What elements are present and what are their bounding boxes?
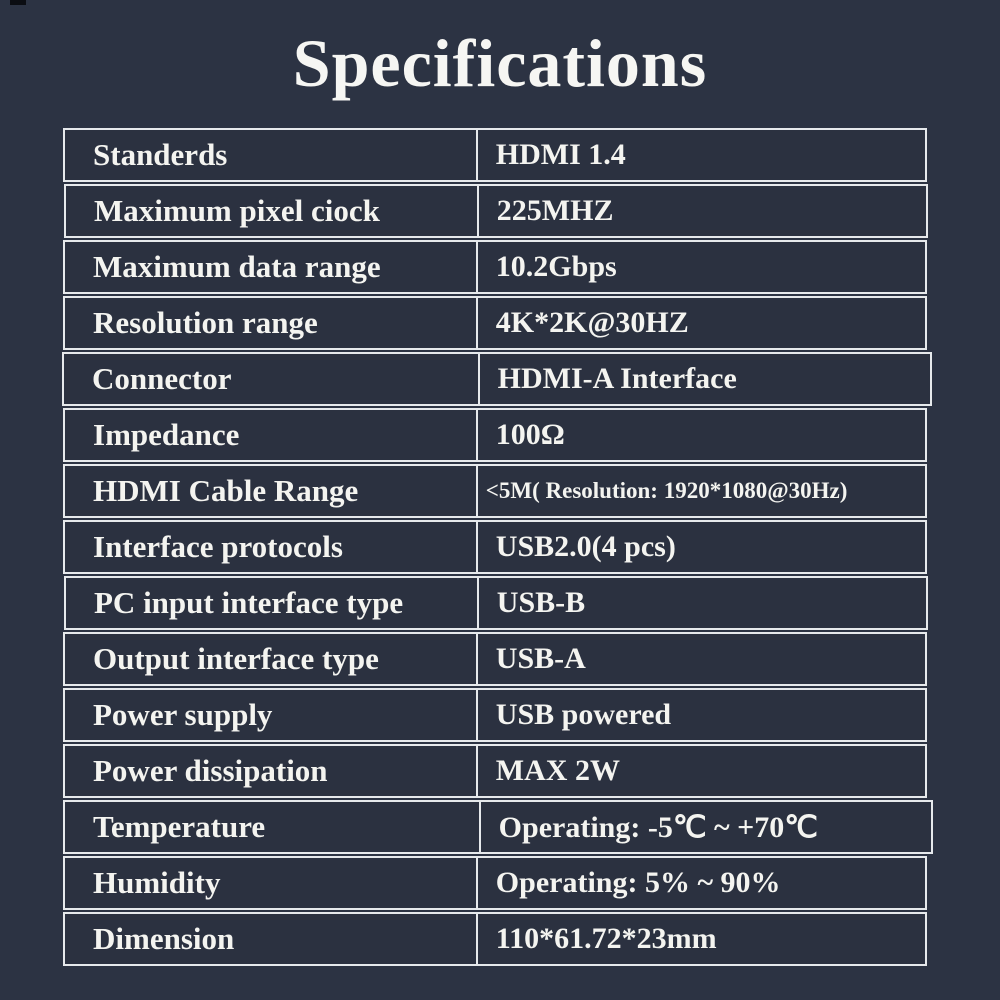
spec-label: PC input interface type bbox=[66, 578, 479, 628]
spec-label: Humidity bbox=[65, 858, 478, 908]
table-row bbox=[63, 912, 927, 966]
spec-label: Interface protocols bbox=[65, 522, 478, 572]
spec-label: Power supply bbox=[65, 690, 478, 740]
spec-table bbox=[63, 128, 927, 968]
spec-label: Connector bbox=[64, 354, 480, 404]
spec-value: 10.2Gbps bbox=[495, 250, 617, 283]
spec-label: Output interface type bbox=[65, 634, 478, 684]
spec-label: Temperature bbox=[65, 802, 481, 852]
spec-value: MAX 2W bbox=[495, 754, 620, 787]
spec-value: 225MHZ bbox=[496, 194, 614, 227]
spec-value: USB-B bbox=[496, 586, 586, 619]
table-row bbox=[63, 688, 927, 742]
table-row bbox=[63, 520, 927, 574]
spec-value: 110*61.72*23mm bbox=[495, 922, 717, 955]
table-row bbox=[62, 352, 932, 406]
corner-artifact bbox=[10, 0, 26, 5]
spec-value: HDMI 1.4 bbox=[495, 138, 626, 171]
table-row bbox=[63, 800, 933, 854]
table-row bbox=[63, 464, 927, 518]
spec-value: USB-A bbox=[495, 642, 586, 675]
page-title: Specifications bbox=[292, 25, 708, 101]
table-row bbox=[63, 408, 927, 462]
table-row bbox=[64, 184, 928, 238]
table-row bbox=[63, 744, 927, 798]
spec-label: Impedance bbox=[65, 410, 478, 460]
table-row bbox=[63, 856, 927, 910]
spec-value: 100Ω bbox=[495, 418, 565, 451]
spec-label: Maximum data range bbox=[65, 242, 478, 292]
spec-value: <5M( Resolution: 1920*1080@30Hz) bbox=[485, 478, 848, 503]
spec-label: Standerds bbox=[65, 130, 478, 180]
spec-label: Dimension bbox=[65, 914, 478, 964]
spec-label: HDMI Cable Range bbox=[65, 466, 478, 516]
spec-value: Operating: -5℃ ~ +70℃ bbox=[498, 810, 818, 844]
spec-value: USB powered bbox=[495, 698, 672, 731]
table-row bbox=[63, 632, 927, 686]
table-row bbox=[63, 128, 927, 182]
spec-label: Maximum pixel ciock bbox=[66, 186, 479, 236]
spec-label: Power dissipation bbox=[65, 746, 478, 796]
table-row bbox=[64, 576, 928, 630]
table-row bbox=[63, 240, 927, 294]
table-row bbox=[63, 296, 927, 350]
spec-value: HDMI-A Interface bbox=[497, 362, 737, 395]
spec-label: Resolution range bbox=[65, 298, 478, 348]
spec-value: Operating: 5% ~ 90% bbox=[495, 866, 781, 899]
spec-value: 4K*2K@30HZ bbox=[495, 306, 689, 339]
spec-value: USB2.0(4 pcs) bbox=[495, 530, 676, 563]
